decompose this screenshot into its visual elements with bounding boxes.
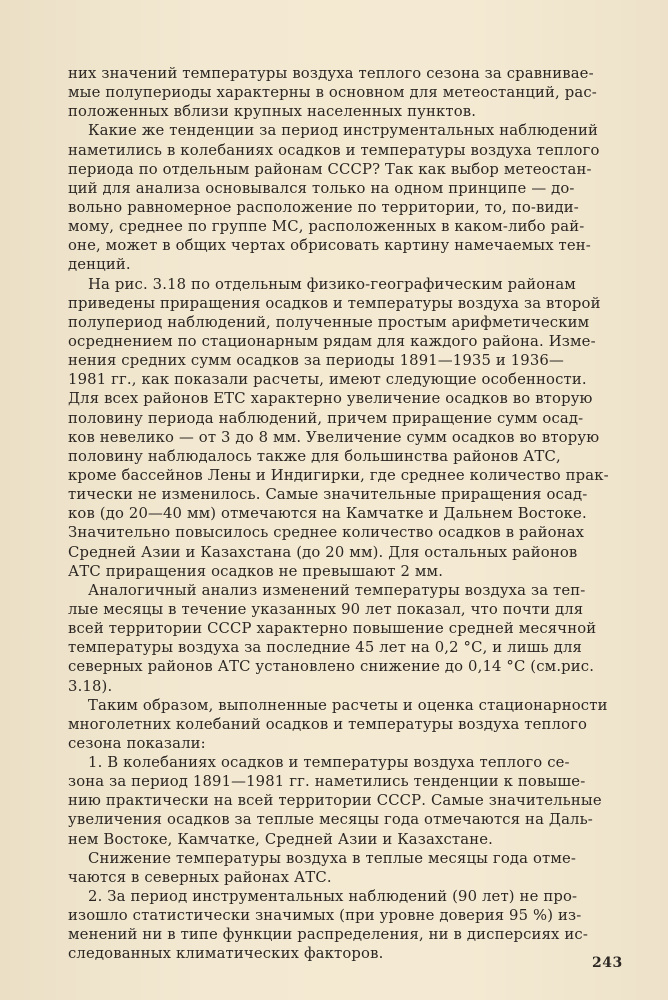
text-line: наметились в колебаниях осадков и температуры воздуха теплого — [68, 141, 600, 159]
text-line: 3.18). — [68, 677, 113, 695]
text-line: следованных климатических факторов. — [68, 945, 384, 963]
text-line: осреднением по стационарным рядам для каждого района. Изме- — [68, 332, 596, 350]
text-line: оне, может в общих чертах обрисовать картину намечаемых тен- — [68, 237, 591, 255]
text-line: увеличения осадков за теплые месяцы года отмечаются на Даль- — [68, 811, 593, 829]
text-line: нем Востоке, Камчатке, Средней Азии и Казахстане. — [68, 830, 493, 848]
text-line: половину наблюдалось также для большинства районов АТС, — [68, 447, 561, 465]
text-line: чаются в северных районах АТС. — [68, 868, 332, 886]
text-line: северных районов АТС установлено снижение до 0,14 °С (см.рис. — [68, 658, 595, 676]
text-line: сезона показали: — [68, 734, 206, 752]
text-line: 1981 гг., как показали расчеты, имеют следующие особенности. — [68, 371, 587, 389]
text-line: ков невелико — от 3 до 8 мм. Увеличение сумм осадков во вторую — [68, 428, 600, 446]
paragraph-start-line: Аналогичный анализ изменений температуры воздуха за теп- — [88, 581, 586, 599]
list-item-2-start: 2. За период инструментальных наблюдений (90 лет) не про- — [88, 888, 578, 906]
text-line: нию практически на всей территории СССР. Самые значительные — [68, 792, 602, 810]
paragraph-start-line: Снижение температуры воздуха в теплые месяцы года отме- — [88, 849, 577, 867]
text-line: лые месяцы в течение указанных 90 лет показал, что почти для — [68, 600, 584, 618]
text-line: АТС приращения осадков не превышают 2 мм. — [68, 562, 444, 580]
text-line: менений ни в типе функции распределения, ни в дисперсиях ис- — [68, 926, 589, 944]
text-line: кроме бассейнов Лены и Индигирки, где среднее количество прак- — [68, 466, 609, 484]
text-line: тически не изменилось. Самые значительные приращения осад- — [68, 486, 588, 504]
text-line: денций. — [68, 256, 131, 274]
text-line: температуры воздуха за последние 45 лет на 0,2 °С, и лишь для — [68, 639, 582, 657]
text-line: половину периода наблюдений, причем приращение сумм осад- — [68, 409, 584, 427]
text-line: вольно равномерное расположение по территории, то, по-види- — [68, 198, 579, 216]
text-line: ков (до 20—40 мм) отмечаются на Камчатке и Дальнем Востоке. — [68, 505, 587, 523]
paragraph-start-line: Таким образом, выполненные расчеты и оценка стационарности — [88, 696, 608, 714]
text-line: Средней Азии и Казахстана (до 20 мм). Для остальных районов — [68, 543, 578, 561]
text-line: полупериод наблюдений, полученные простым арифметическим — [68, 313, 590, 331]
text-line: мые полупериоды характерны в основном для метеостанций, рас- — [68, 84, 597, 102]
text-line: положенных вблизи крупных населенных пунктов. — [68, 103, 477, 121]
text-line: многолетних колебаний осадков и температуры воздуха теплого — [68, 715, 588, 733]
list-item-1-start: 1. В колебаниях осадков и температуры воздуха теплого се- — [88, 754, 570, 772]
paragraph-start-line: На рис. 3.18 по отдельным физико-географическим районам — [88, 275, 576, 293]
text-line: всей территории СССР характерно повышение средней месячной — [68, 620, 597, 638]
body-text — [68, 64, 628, 964]
page-number: 243 — [592, 955, 623, 971]
text-line: Значительно повысилось среднее количество осадков в районах — [68, 524, 585, 542]
text-line: зона за период 1891—1981 гг. наметились тенденции к повыше- — [68, 773, 586, 791]
text-line: периода по отдельным районам СССР? Так как выбор метеостан- — [68, 160, 592, 178]
text-line: приведены приращения осадков и температуры воздуха за второй — [68, 294, 601, 312]
paragraph-start-line: Какие же тенденции за период инструментальных наблюдений — [88, 122, 599, 140]
text-line: Для всех районов ЕТС характерно увеличение осадков во вторую — [68, 390, 593, 408]
text-line: нения средних сумм осадков за периоды 1891—1935 и 1936— — [68, 352, 564, 370]
text-line: изошло статистически значимых (при уровне доверия 95 %) из- — [68, 907, 582, 925]
text-line: ций для анализа основывался только на одном принципе — до- — [68, 179, 575, 197]
text-line: мому, среднее по группе МС, расположенных в каком-либо рай- — [68, 218, 585, 236]
text-line: них значений температуры воздуха теплого сезона за сравнивае- — [68, 65, 594, 82]
